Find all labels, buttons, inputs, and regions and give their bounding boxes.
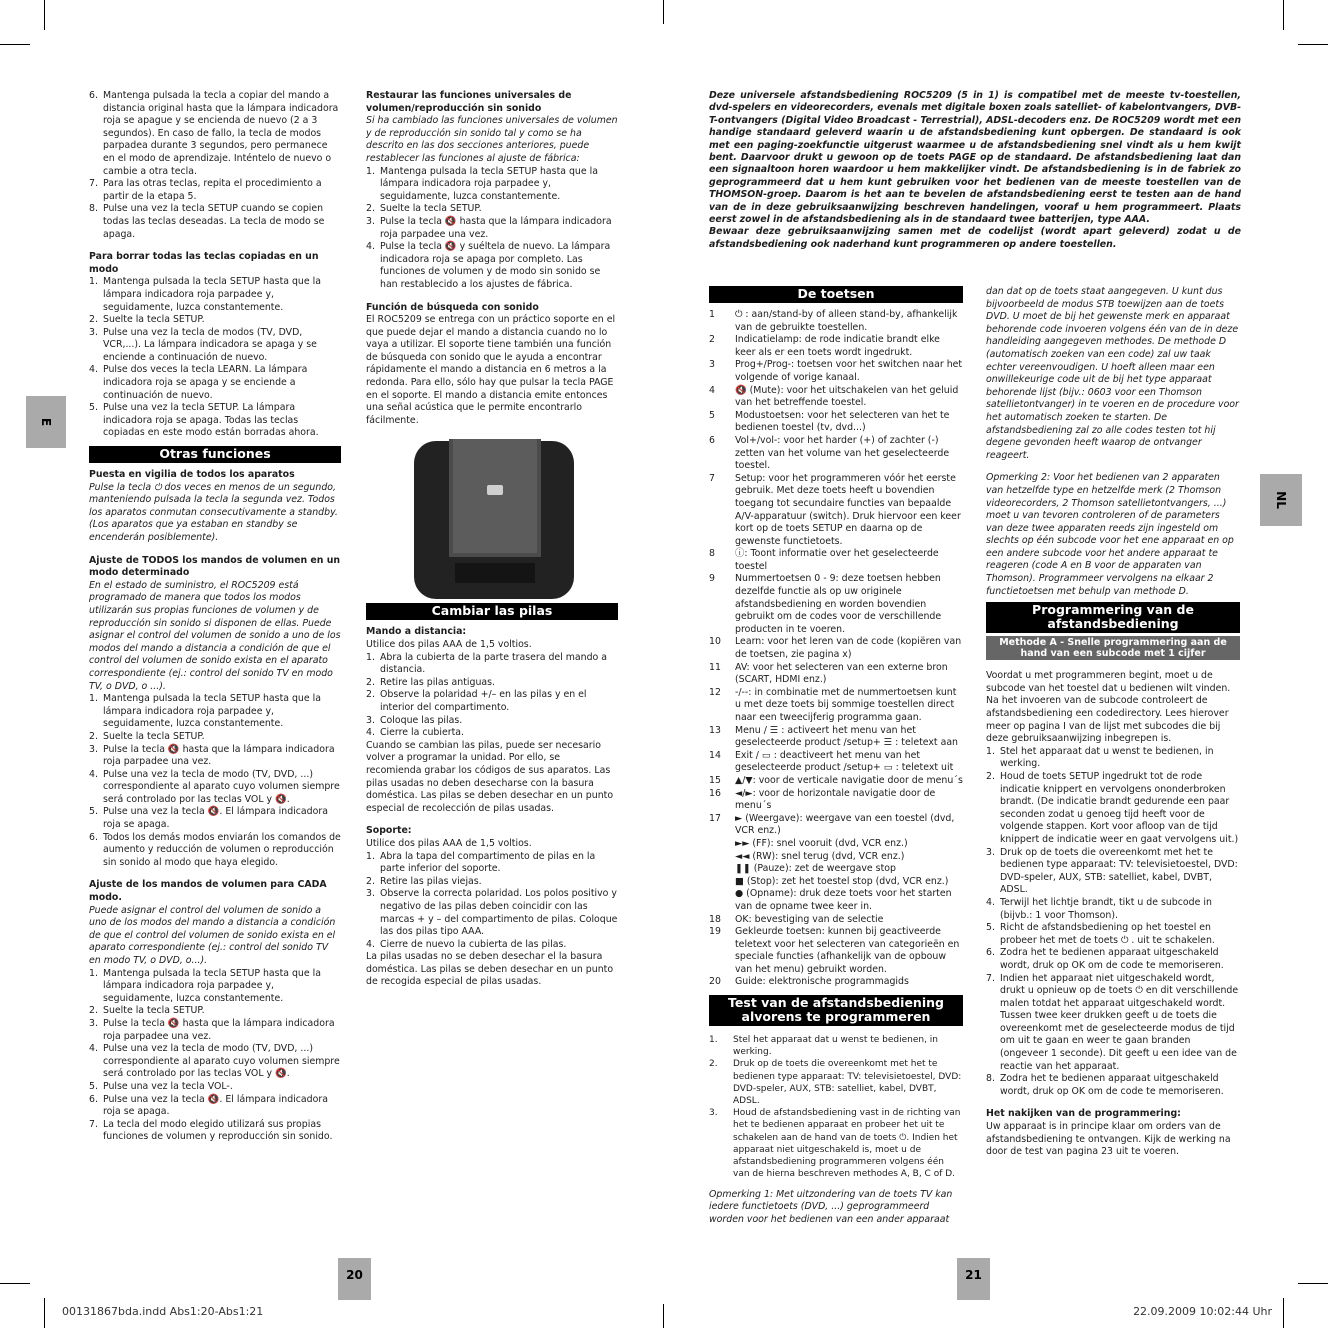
list-item: [89, 1005, 341, 1018]
list-item-text: Pulse una vez la tecla 🔇. El lámpara indicadora roja se apaga.: [103, 806, 328, 831]
list-item-number: [709, 888, 735, 913]
list-item-number: 19: [709, 926, 721, 938]
page-number-right: 21: [957, 1258, 990, 1300]
list-item-number: 8: [709, 548, 715, 560]
list-item-text: Stel het apparaat dat u wenst te bedienen, in werking.: [733, 1035, 939, 1058]
list-item-number: [709, 851, 735, 864]
list-item-text: Para las otras teclas, repita el procedimiento a partir de la etapa 5.: [103, 178, 322, 202]
list-item: [709, 888, 963, 913]
column-4: [986, 286, 1240, 1159]
paragraph: dan dat op de toets staat aangegeven. U kunt dus bijvoorbeeld de modus STB toewijzen aan de toets DVD. U moet de bij het gewenste merk en apparaat behorende code invoeren volgens één van de in deze handleiding aangegeven methodes. De methode D (automatisch zoeken van een code) zal uw taak echter vereenvoudigen. U hoeft alleen maar een onwillekeurige code uit de bij het type apparaat behorende lijst (bijv.: 0603 voor een Thomson satellietontvanger) in te voeren en de procedure voor het automatisch zoeken te starten. De afstandsbediening zal zo alle codes testen tot hij degene gevonden heeft waarop de ontvanger reageert.: [986, 286, 1239, 461]
list-item-number: 4.: [89, 364, 98, 376]
list-item-number: 7: [709, 472, 715, 484]
list-item: [366, 727, 618, 740]
list-item-number: 1.: [89, 967, 98, 979]
list-item-text: Pulse la tecla 🔇 hasta que la lámpara indicadora roja parpadee una vez.: [380, 215, 612, 240]
list-item-number: 3.: [709, 1108, 718, 1119]
list-item: [709, 788, 963, 813]
crop-mark: [1283, 0, 1284, 30]
list-item-text: Learn: voor het leren van de code (kopiëren van de toetsen, zie pagina x): [735, 636, 962, 661]
language-tab-es: E: [26, 396, 66, 448]
list-item-number: [709, 838, 735, 851]
list-item-text: Pulse una vez la tecla 🔇. El lámpara indicadora roja se apaga.: [103, 1093, 328, 1118]
crop-mark: [0, 1283, 30, 1284]
keys-list: [709, 309, 963, 989]
paragraph: Deze universele afstandsbediening ROC5209 (5 in 1) is compatibel met de meeste tv-toestellen, dvd-spelers en videorecorders, evenals met digitale boxen zoals satelliet- of kabelontvangers, DVB-T-ontvangers (Digital Video Broadcast - Terrestrial), ADSL-decoders enz. De ROC5209 wordt met een handige standaard geleverd waarin u de afstandsbediening kunt opbergen. De standaard is ook met een paging-zoekfunctie uitgerust waarmee u de afstandsbediening snel vindt als u hem kwijt bent. Daarvoor drukt u gewoon op de toets PAGE op de standaard. De afstandsbediening laat dan een signaaltoon horen waardoor u hem makkelijker vindt. De afstandsbediening is in de fabriek zo geprogrammeerd dat u hem kunt gebruiken voor het bedienen van de meeste toestellen van de THOMSON-groep. Daarom is het aan te bevelen de afstandsbediening eerst te testen aan de hand van de in deze gebruiksaanwijzing beschreven handelingen, vooraf u hem programmeert. Plaats eerst zowel in de afstandsbediening als in de standaard twee batterijen, type AAA.: [709, 90, 1241, 226]
list-item-text: Indien het apparaat niet uitgeschakeld wordt, drukt u opnieuw op de toets ⏻ en dit verschillende malen totdat het apparaat uitgeschakeld wordt. Tussen twee keer drukken geeft u de toets die overeenkomt met de geselecteerde modus de tijd om uit te gaan en weer te gaan branden (ongeveer 1 seconde). Dit geeft u een idee van de reactie van het apparaat.: [1000, 972, 1239, 1072]
section-heading: Ajuste de los mandos de volumen para CADA modo.: [89, 879, 327, 904]
list-item: [366, 677, 618, 690]
list-item-text: Pulse una vez la tecla SETUP cuando se copien todas las teclas deseadas. La tecla de modo se apaga.: [103, 203, 325, 240]
list-item-text: Modustoetsen: voor het selecteren van het te bedienen toestel (tv, dvd...): [735, 409, 950, 434]
paragraph: Cuando se cambian las pilas, puede ser necesario volver a programar la unidad. Por ello, se recomienda grabar los códigos de sus aparatos. Las pilas usadas no deben desecharse con la basura doméstica. Las pilas se deben desechar en un punto especial de recolección de pilas usadas.: [366, 739, 614, 814]
nl-intro: [709, 90, 1241, 251]
list-item-text: ►► (FF): snel vooruit (dvd, VCR enz.): [735, 837, 908, 849]
list-item-number: 4: [709, 384, 715, 396]
list-item: [89, 90, 341, 178]
list-item: [89, 806, 341, 831]
list-item: [89, 769, 341, 807]
list-item: [709, 750, 963, 775]
list-item-text: Menu / ☰ : activeert het menu van het geselecteerde product /setup+ ☰ : teletext aan: [735, 724, 959, 749]
list-item-text: ⏻ : aan/stand-by of alleen stand-by, afhankelijk van de gebruikte toestellen.: [735, 309, 958, 333]
list-item-number: 2.: [986, 771, 995, 782]
list-item-text: Nummertoetsen 0 - 9: deze toetsen hebben dezelfde functie als op uw originele afstandsbediening en worden bovendien gebruikt om de codes voor de verschillende producten in te voeren.: [735, 573, 942, 635]
column-2: [366, 90, 618, 989]
list-item-text: Pulse una vez la tecla de modos (TV, DVD, VCR,...). La lámpara indicadora se apaga y se enciende a continuación de nuevo.: [103, 326, 317, 363]
test-steps: [709, 1034, 963, 1180]
list-item-text: Exit / ▭ : deactiveert het menu van het geselecteerde product /setup+ ▭ : teletext uit: [735, 749, 954, 774]
list-item: [366, 689, 618, 714]
restore-steps: [366, 166, 618, 292]
list-item: [709, 410, 963, 435]
section-heading: Soporte:: [366, 825, 412, 837]
list-item-number: 4.: [366, 938, 375, 950]
section-heading: Función de búsqueda con sonido: [366, 301, 539, 313]
all-steps: [89, 693, 341, 869]
list-item: [709, 1058, 963, 1107]
section-heading: Mando a distancia:: [366, 626, 467, 638]
list-item-number: 1.: [986, 745, 995, 757]
list-item-number: 8.: [89, 203, 98, 215]
list-item-text: Pulse una vez la tecla de modo (TV, DVD, ...) correspondiente al aparato cuyo volumen siempre será controlado por las teclas VOL y 🔇.: [103, 768, 340, 805]
list-item-number: 5.: [89, 1080, 98, 1092]
product-photo: [366, 427, 618, 603]
list-item-text: ⓘ: Toont informatie over het geselecteerde toestel: [735, 548, 939, 572]
list-item-number: 15: [709, 774, 721, 786]
list-item: [986, 847, 1240, 897]
list-item-text: Coloque las pilas.: [380, 714, 463, 726]
list-item-text: Cierre la cubierta.: [380, 727, 465, 739]
list-item-number: 3.: [366, 215, 375, 227]
list-item: [89, 1119, 341, 1144]
list-item-number: 6.: [89, 831, 98, 843]
list-item-number: 1.: [89, 276, 98, 288]
list-item: [89, 276, 341, 314]
list-item-number: 3.: [89, 743, 98, 755]
footer-date: 22.09.2009 10:02:44 Uhr: [1133, 1305, 1272, 1318]
list-item-number: 14: [709, 749, 721, 761]
list-item: [89, 314, 341, 327]
list-item: [89, 1043, 341, 1081]
crop-mark: [0, 44, 30, 45]
list-item-number: 20: [709, 976, 721, 988]
footer-file: 00131867bda.indd Abs1:20-Abs1:21: [62, 1305, 264, 1318]
list-item: [709, 838, 963, 851]
list-item: [709, 548, 963, 573]
paragraph: Puede asignar el control del volumen de sonido a uno de los modos del mando a distancia a condición de que el control del volumen de sonido exista en el aparato correspondiente (ej.: control del sonido TV en modo TV, o DVD, o...).: [89, 904, 336, 966]
list-item-number: 17: [709, 812, 721, 824]
list-item-text: Pulse una vez la tecla de modo (TV, DVD, ...) correspondiente al aparato cuyo volumen siempre será controlado por las teclas VOL y 🔇.: [103, 1043, 340, 1080]
paragraph: La pilas usadas no se deben desechar el la basura doméstica. Las pilas se deben desechar en un punto de recogida especial de pilas usadas.: [366, 951, 614, 988]
list-item: [709, 725, 963, 750]
list-item-text: La tecla del modo elegido utilizará sus propias funciones de volumen y reproducción sin sonido.: [103, 1118, 333, 1143]
list-item-text: -/--: in combinatie met de nummertoetsen kunt u met deze toets bij sommige toestellen direct naar een tweecijferig programma gaan.: [735, 686, 957, 723]
list-item-number: 5.: [986, 922, 995, 934]
list-item-number: 7.: [89, 1118, 98, 1130]
list-item-number: 1.: [366, 165, 375, 177]
list-item-number: 7.: [89, 178, 98, 190]
crop-mark: [1298, 1283, 1328, 1284]
crop-mark: [663, 1304, 664, 1328]
list-item-number: 4.: [986, 896, 995, 908]
section-heading: Para borrar todas las teclas copiadas en un modo: [89, 251, 319, 275]
list-item-text: Pulse dos veces la tecla LEARN. La lámpara indicadora roja se apaga y se enciende a continuación de nuevo.: [103, 364, 308, 401]
crop-mark: [663, 0, 664, 24]
section-bar-otras-funciones: Otras funciones: [89, 446, 341, 463]
list-item-text: Cierre de nuevo la cubierta de las pilas.: [380, 938, 567, 950]
list-item-number: 3.: [986, 846, 995, 858]
list-item-number: 2.: [89, 1005, 98, 1017]
list-item: [709, 926, 963, 976]
list-item-text: Pulse la tecla 🔇 hasta que la lámpara indicadora roja parpadee una vez.: [103, 743, 335, 768]
list-item: [709, 334, 963, 359]
list-item-text: Mantenga pulsada la tecla SETUP hasta que la lámpara indicadora roja parpadee y, seguidamente, luzca constantemente.: [380, 165, 598, 202]
list-item-text: ◄/►: voor de horizontale navigatie door de menu´s: [735, 787, 936, 812]
list-item-text: Zodra het te bedienen apparaat uitgeschakeld wordt, druk op OK om de code te memoriseren.: [1000, 947, 1224, 971]
list-item: [709, 1034, 963, 1058]
list-item-number: 12: [709, 686, 721, 698]
list-item: [89, 1018, 341, 1043]
list-item-text: Retire las pilas viejas.: [380, 875, 482, 887]
list-item-text: ● (Opname): druk deze toets voor het starten van de opname twee keer in.: [735, 888, 952, 912]
section-heading: Restaurar las funciones universales de volumen/reproducción sin sonido: [366, 90, 572, 114]
list-item-number: 13: [709, 724, 721, 736]
paragraph: Opmerking 1: Met uitzondering van de toets TV kan iedere functietoets (DVD, ...) geprogrammeerd worden voor het bedienen van een ander apparaat: [709, 1188, 953, 1225]
paragraph: Bewaar deze gebruiksaanwijzing samen met de codelijst (wordt apart geleverd) zodat u de afstandsbediening ook naderhand kunt programmeren op andere toestellen.: [709, 226, 1241, 250]
page-number-left: 20: [338, 1258, 371, 1300]
list-item-number: 5.: [89, 806, 98, 818]
list-item-text: Druk op de toets die overeenkomt met het te bedienen type apparaat: TV: televisietoestel, DVD: DVD-speler, AUX, STB: satelliet, kabel, DVBT, ADSL.: [733, 1059, 962, 1107]
list-item-number: 2.: [89, 314, 98, 326]
list-item: [89, 203, 341, 241]
list-item: [709, 876, 963, 889]
list-item: [366, 876, 618, 889]
list-item: [366, 652, 618, 677]
list-item-text: Suelte la tecla SETUP.: [380, 203, 482, 215]
list-item-number: [709, 876, 735, 889]
list-item: [89, 832, 341, 870]
list-item-text: Terwijl het lichtje brandt, tikt u de subcode in (bijvb.: 1 voor Thomson).: [1000, 896, 1212, 921]
list-item: [89, 1094, 341, 1119]
list-item-number: 6: [709, 434, 715, 446]
crop-mark: [1298, 44, 1328, 45]
list-item-number: 3.: [366, 888, 375, 900]
list-item-number: 1.: [89, 693, 98, 705]
list-item-number: 1.: [709, 1035, 718, 1046]
list-item: [709, 309, 963, 334]
list-item-number: 18: [709, 913, 721, 925]
list-item-text: Pulse una vez la tecla VOL-.: [103, 1080, 233, 1092]
column-3: [709, 286, 963, 1226]
list-item-text: Pulse una vez la tecla SETUP. La lámpara indicadora roja se apaga. Todas las teclas copiadas en este modo están borradas ahora.: [103, 402, 319, 439]
list-item: [709, 359, 963, 384]
list-item: [709, 775, 963, 788]
column-1: [89, 90, 341, 1144]
list-item-number: 2.: [366, 875, 375, 887]
list-item-number: 5.: [89, 402, 98, 414]
list-item-text: Abra la cubierta de la parte trasera del mando a distancia.: [380, 651, 607, 676]
list-item: [986, 746, 1240, 771]
list-item-text: Pulse la tecla 🔇 y suéltela de nuevo. La lámpara indicadora roja se apaga por completo. Las funciones de volumen y de modo sin sonido se han restablecido a los ajustes de fábrica.: [380, 241, 611, 290]
list-item-text: Richt de afstandsbediening op het toestel en probeer het met de toets ⏻ . uit te schakelen.: [1000, 922, 1215, 946]
list-item-number: 6.: [89, 1093, 98, 1105]
list-item: [89, 178, 341, 203]
list-item-text: Setup: voor het programmeren vóór het eerste gebruik. Met deze toets heeft u bovendien toegang tot secundaire functies van bepaalde A/V-apparatuur (switch). Druk hiervoor een keer kort op de toets SETUP en daarna op de gewenste functietoets.: [735, 472, 961, 547]
list-item-text: Stel het apparaat dat u wenst te bedienen, in werking.: [1000, 745, 1214, 770]
list-item-text: Indicatielamp: de rode indicatie brandt elke keer als er een toets wordt ingedrukt.: [735, 334, 940, 358]
list-item-text: Suelte la tecla SETUP.: [103, 1005, 205, 1017]
list-item-number: 6.: [986, 947, 995, 959]
list-item: [709, 473, 963, 549]
list-item: [709, 687, 963, 725]
list-item-text: OK: bevestiging van de selectie: [735, 913, 884, 925]
list-item: [709, 863, 963, 876]
list-item-text: ❚❚ (Pauze): zet de weergave stop: [735, 863, 896, 875]
list-item-number: 6.: [89, 90, 98, 101]
crop-mark: [44, 1298, 45, 1328]
paragraph: Utilice dos pilas AAA de 1,5 voltios.: [366, 639, 532, 651]
list-item: [366, 715, 618, 728]
list-item: [366, 216, 618, 241]
list-item-text: Prog+/Prog-: toetsen voor het switchen naar het volgende of vorige kanaal.: [735, 359, 963, 383]
list-item-text: Guide: elektronische programmagids: [735, 976, 909, 988]
paragraph: Utilice dos pilas AAA de 1,5 voltios.: [366, 837, 532, 849]
list-item: [366, 851, 618, 876]
stand-steps: [366, 851, 618, 952]
list-item-text: Observe la polaridad +/– en las pilas y en el interior del compartimento.: [380, 689, 587, 713]
list-item-number: 4.: [366, 241, 375, 253]
list-item: [89, 327, 341, 365]
list-item-number: 3.: [366, 714, 375, 726]
list-item-text: Mantenga pulsada la tecla SETUP hasta que la lámpara indicadora roja parpadee y, seguidamente, luzca constantemente.: [103, 693, 321, 730]
list-item-text: Pulse la tecla 🔇 hasta que la lámpara indicadora roja parpadee una vez.: [103, 1017, 335, 1042]
list-item: [89, 1081, 341, 1094]
list-item: [366, 241, 618, 291]
list-item-text: Abra la tapa del compartimento de pilas en la parte inferior del soporte.: [380, 850, 596, 875]
section-bar-test: Test van de afstandsbediening alvorens te programmeren: [709, 995, 963, 1026]
list-item: [709, 573, 963, 636]
list-item: [89, 968, 341, 1006]
each-steps: [89, 968, 341, 1144]
list-item-text: Houd de afstandsbediening vast in de richting van het te bedienen apparaat en probeer het uit te schakelen aan de hand van de toets ⏻. Indien het apparaat niet uitgeschakeld is, moet u de afstandsbediening programmeren volgens één van de hierna beschreven methodes A, B, C of D.: [733, 1108, 961, 1180]
list-item-text: Suelte la tecla SETUP.: [103, 730, 205, 742]
section-bar-de-toetsen: De toetsen: [709, 286, 963, 303]
list-item-text: Druk op de toets die overeenkomt met het te bedienen type apparaat: TV: televisietoestel, DVD: DVD-speler, AUX, STB: satelliet, kabel, DVBT, ADSL.: [1000, 846, 1238, 896]
list-item-text: Gekleurde toetsen: kunnen bij geactiveerde teletext voor het selecteren van categorieën en speciale functies (afhankelijk van de opbouw van het menu) gebruikt worden.: [735, 926, 960, 975]
list-item-text: Houd de toets SETUP ingedrukt tot de rode indicatie knippert en vervolgens ononderbroken brandt. (De indicatie brandt gedurende een paar seconden zodat u genoeg tijd heeft voor de volgende stappen. Kort voor afloop van de tijd knippert de indicatie weer en gaat vervolgens uit.): [1000, 771, 1239, 845]
crop-mark: [1283, 1298, 1284, 1328]
paragraph: Si ha cambiado las funciones universales de volumen y de reproducción sin sonido tal y como se ha descrito en las dos secciones anteriores, puede restablecer las funciones al ajuste de fábrica:: [366, 115, 618, 164]
list-item-text: ► (Weergave): weergave van een toestel (dvd, VCR enz.): [735, 812, 955, 837]
list-item-number: 3.: [89, 1017, 98, 1029]
list-item-number: 1: [709, 309, 715, 320]
list-item: [89, 731, 341, 744]
section-bar-programmering: Programmering van de afstandsbediening: [986, 602, 1240, 633]
list-item: [986, 771, 1240, 847]
list-item-text: Vol+/vol-: voor het harder (+) of zachter (-) zetten van het volume van het geselecteerde toestel.: [735, 434, 950, 472]
list-item: [89, 693, 341, 731]
list-item-number: 7.: [986, 972, 995, 984]
clear-steps: [89, 276, 341, 440]
list-item-text: AV: voor het selecteren van een externe bron (SCART, HDMI enz.): [735, 661, 948, 686]
list-item: [366, 939, 618, 952]
list-item: [709, 385, 963, 410]
list-item-number: 3: [709, 359, 715, 371]
list-item-number: 10: [709, 636, 721, 648]
list-item-number: 2.: [709, 1059, 718, 1070]
list-item: [986, 1073, 1240, 1098]
list-item-number: 11: [709, 661, 721, 673]
list-item-number: [709, 863, 735, 876]
list-item: [366, 888, 618, 938]
list-item: [709, 976, 963, 989]
list-item-number: 16: [709, 787, 721, 799]
list-item-number: 2.: [366, 689, 375, 701]
list-item: [89, 744, 341, 769]
list-item-text: Suelte la tecla SETUP.: [103, 314, 205, 326]
list-item: [709, 914, 963, 927]
list-item-number: 1.: [366, 651, 375, 663]
list-item-number: 2: [709, 334, 715, 346]
list-item: [709, 636, 963, 661]
prog-steps: [986, 746, 1240, 1099]
list-item-text: 🔇 (Mute): voor het uitschakelen van het geluid van het betreffende toestel.: [735, 384, 959, 409]
list-item-number: 4.: [366, 727, 375, 739]
list-item-text: Retire las pilas antiguas.: [380, 676, 495, 688]
list-item-text: ■ (Stop): zet het toestel stop (dvd, VCR enz.): [735, 875, 949, 887]
list-item-number: 9: [709, 573, 715, 585]
list-item-text: Mantenga pulsada la tecla SETUP hasta que la lámpara indicadora roja parpadee y, seguidamente, luzca constantemente.: [103, 276, 321, 313]
list-item: [986, 973, 1240, 1074]
list-item-number: 2.: [366, 676, 375, 688]
paragraph: El ROC5209 se entrega con un práctico soporte en el que puede dejar el mando a distancia cuando no lo vaya a utilizar. El soporte tiene también una función de búsqueda con sonido que le ayuda a encontrar rápidamente el mando a distancia en 6 metros a la redonda. Para ello, sólo hay que pulsar la tecla PAGE en el soporte. El mando a distancia emite entonces una señal acústica que le permite encontrarlo fácilmente.: [366, 314, 616, 426]
paragraph: Opmerking 2: Voor het bedienen van 2 apparaten van hetzelfde type en hetzelfde merk (2 Thomson videorecorders, 2 Thomson satellietontvangers, ...) moet u van tevoren controleren of de parameters van deze twee apparaten reeds zijn ingesteld om slechts op één subcode voor het ene apparaat en op een andere subcode voor het andere apparaat te reageren (code A en B voor de apparaten van Thomson). Programmeer vervolgens na elkaar 2 functietoetsen met behulp van methode D.: [986, 472, 1234, 597]
language-tab-nl: NL: [1260, 474, 1302, 526]
list-item-text: Zodra het te bedienen apparaat uitgeschakeld wordt, druk op OK om de code te memoriseren.: [1000, 1073, 1224, 1097]
list-item-text: Todos los demás modos enviarán los comandos de aumento y reducción de volumen o reproducción sin sonido al modo que haya elegido.: [103, 831, 341, 868]
section-heading: Het nakijken van de programmering:: [986, 1108, 1181, 1120]
list-item-text: ▲/▼: voor de verticale navigatie door de menu´s: [735, 774, 963, 786]
paragraph: Uw apparaat is in principe klaar om orders van de afstandsbediening te ontvangen. Kijk de werking na door de test van pagina 23 uit te voeren.: [986, 1121, 1231, 1158]
list-item: [89, 364, 341, 402]
paragraph: Voordat u met programmeren begint, moet u de subcode van het toestel dat u bedienen wilt vinden. Na het invoeren van de subcode controleert de afstandsbediening een codedirectory. Lees hierover meer op pagina I van de lijst met subcodes die bij deze gebruiksaanwijzing inbegrepen is.: [986, 670, 1231, 745]
crop-mark: [44, 0, 45, 30]
list-item-number: 5: [709, 409, 715, 421]
list-item: [709, 851, 963, 864]
remote-steps: [366, 652, 618, 740]
list-item-number: 1.: [366, 850, 375, 862]
list-item-number: 4.: [89, 768, 98, 780]
list-item: [89, 402, 341, 440]
list-item-text: Observe la correcta polaridad. Los polos positivo y negativo de las pilas deben coincidir con las marcas + y – del compartimento de pilas. Coloque las dos pilas tipo AAA.: [380, 888, 618, 938]
section-heading: Puesta en vigilia de todos los aparatos: [89, 469, 295, 481]
list-item-number: 2.: [366, 203, 375, 215]
list-item: [986, 922, 1240, 947]
list-item-number: 4.: [89, 1043, 98, 1055]
intro-steps: [89, 90, 341, 241]
list-item: [709, 813, 963, 838]
remote-stand-image: [409, 439, 579, 601]
list-item: [986, 947, 1240, 972]
paragraph: En el estado de suministro, el ROC5209 está programado de manera que todos los modos utilizarán sus propias funciones de volumen y de reproducción sin sonido si disponen de ellas. Puede asignar el control del volumen de sonido a uno de los modos del mando a distancia a condición de que el control del volumen de sonido exista en el aparato correspondiente (ej.: control del sonido TV en modo TV, o DVD, o ...).: [89, 579, 341, 692]
list-item-number: 8.: [986, 1073, 995, 1085]
list-item: [709, 1107, 963, 1180]
section-bar-cambiar-pilas: Cambiar las pilas: [366, 603, 618, 620]
list-item-number: 3.: [89, 326, 98, 338]
list-item-text: ◄◄ (RW): snel terug (dvd, VCR enz.): [735, 850, 905, 862]
list-item: [709, 662, 963, 687]
paragraph: Pulse la tecla ⏻ dos veces en menos de un segundo, manteniendo pulsada la tecla la segunda vez. Todos los aparatos conmutan consecutivamente a standby. (Los aparatos que ya estaban en standby se encenderán posiblemente).: [89, 481, 338, 543]
list-item: [366, 166, 618, 204]
list-item-text: Mantenga pulsada la tecla a copiar del mando a distancia original hasta que la lámpara indicadora roja se apague y se encienda de nuevo (2 a 3 segundos). En caso de fallo, la tecla de modos parpadea durante 3 segundos, pero permanece en el modo de aprendizaje. Inténtelo de nuevo o cambie a otra tecla.: [103, 90, 339, 177]
list-item-number: 2.: [89, 730, 98, 742]
list-item: [986, 897, 1240, 922]
list-item-text: Mantenga pulsada la tecla SETUP hasta que la lámpara indicadora roja parpadee y, seguidamente, luzca constantemente.: [103, 967, 321, 1004]
section-heading: Ajuste de TODOS los mandos de volumen en un modo determinado: [89, 554, 341, 579]
list-item: [366, 203, 618, 216]
list-item: [709, 435, 963, 473]
section-subbar-methode-a: Methode A - Snelle programmering aan de hand van een subcode met 1 cijfer: [986, 636, 1240, 660]
